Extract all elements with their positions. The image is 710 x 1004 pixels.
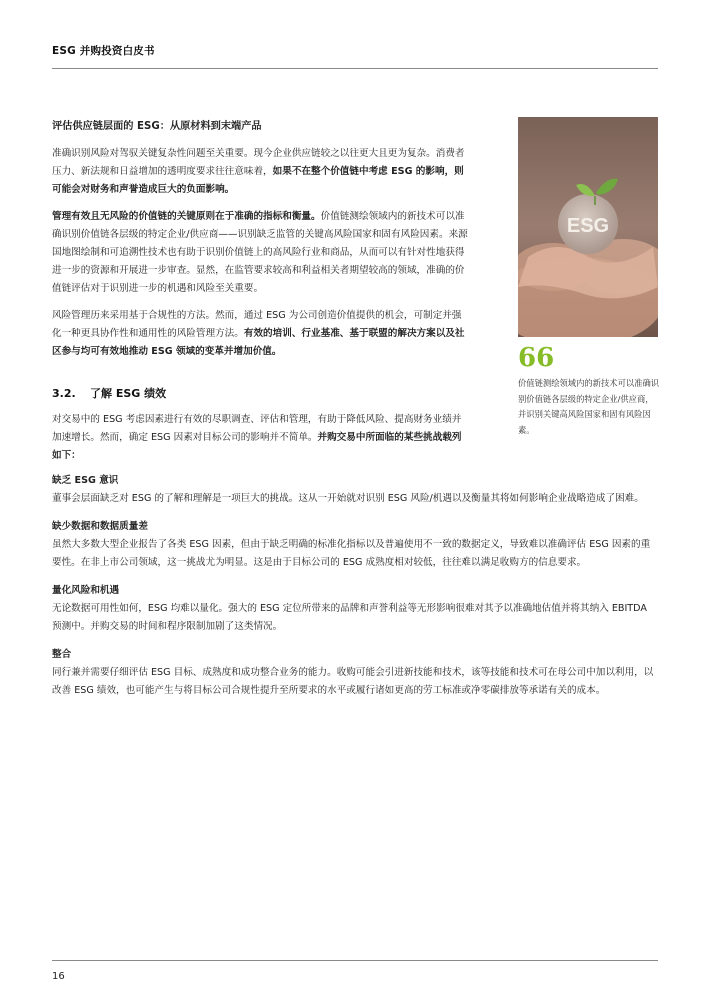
esg-label: ESG	[566, 215, 610, 237]
paragraph-1-bold: 如果不在整个价值链中考虑 ESG 的影响，则可能会对财务和声誉造成巨大的负面影响。	[52, 166, 464, 195]
pull-quote: 价值链测绘领域内的新技术可以准确识别价值链各层级的特定企业/供应商，并识别关键高风险国家和固有风险因素。	[518, 378, 660, 435]
challenge-item	[52, 582, 658, 636]
footer-divider	[52, 960, 658, 961]
section-heading-title: 了解 ESG 绩效	[90, 387, 167, 400]
main-column	[52, 118, 470, 370]
section-number: 3.2.	[52, 387, 76, 400]
challenge-body: 董事会层面缺乏对 ESG 的了解和理解是一项巨大的挑战。这从一开始就对识别 ESG 风险/机遇以及衡量其将如何影响企业战略造成了困难。	[52, 493, 644, 504]
challenge-item	[52, 472, 658, 508]
paragraph-2-text: 价值链测绘领域内的新技术可以准确识别价值链各层级的特定企业/供应商——识别缺乏监管的关键高风险国家和固有风险因素。来源国地图绘制和可追溯性技术也有助于识别价值链上的高风险行业和商品，从而可以有针对性地获得进一步的资源和开展进一步审查。显然，在监管要求较高和利益相关者期望较高的领域，准确的价值链评估对于识别进一步的机遇和风险至关重要。	[52, 211, 468, 294]
page-number: 16	[52, 971, 65, 982]
paragraph-2-bold: 管理有效且无风险的价值链的关键原则在于准确的指标和衡量。	[52, 211, 321, 222]
section-heading-3-2	[52, 385, 166, 401]
challenge-heading: 整合	[52, 649, 72, 660]
challenge-body: 同行兼并需要仔细评估 ESG 目标、成熟度和成功整合业务的能力。收购可能会引进新技能和技术，该等技能和技术可在母公司中加以利用，以改善 ESG 绩效，也可能产生与将目标公司合规性提升至所要求的水平或履行诸如更高的劳工标准或净零碳排放等承诺有关的成本。	[52, 667, 654, 696]
intro-text: 对交易中的 ESG 考虑因素进行有效的尽职调查、评估和管理，有助于降低风险、提高财务业绩并加速增长。然而，确定 ESG 因素对目标公司的影响并不简单。	[52, 414, 462, 443]
esg-hands-photo	[518, 117, 658, 337]
header-divider	[52, 68, 658, 69]
challenge-item	[52, 646, 658, 700]
challenges-list	[52, 472, 658, 710]
challenge-heading: 缺乏 ESG 意识	[52, 475, 119, 486]
paragraph-3-bold: 有效的培训、行业基准、基于联盟的解决方案以及社区参与均可有效地推动 ESG 领域的变革并增加价值。	[52, 328, 465, 357]
challenge-body: 虽然大多数大型企业报告了各类 ESG 因素，但由于缺乏明确的标准化指标以及普遍使用不一致的数据定义，导致难以准确评估 ESG 因素的重要性。在非上市公司领域，这一挑战尤为明显。这是由于目标公司的 ESG 成熟度相对较低，往往难以满足收购方的信息要求。	[52, 539, 651, 568]
challenge-heading: 量化风险和机遇	[52, 585, 120, 596]
document-header-title: ESG 并购投资白皮书	[52, 45, 155, 57]
intro-bold: 并购交易中所面临的某些挑战载列如下：	[52, 432, 462, 461]
quote-mark-icon: 66	[518, 343, 555, 373]
paragraph-3	[52, 307, 470, 361]
section-intro	[52, 411, 470, 465]
paragraph-2	[52, 208, 470, 298]
challenge-body: 无论数据可用性如何，ESG 均难以量化。强大的 ESG 定位所带来的品牌和声誉利益等无形影响很难对其予以准确地估值并将其纳入 EBITDA 预测中。并购交易的时间和程序限制加剧了这类情况。	[52, 603, 647, 632]
challenge-item	[52, 518, 658, 572]
paragraph-3-text: 风险管理历来采用基于合规性的方法。然而，通过 ESG 为公司创造价值提供的机会，可制定并强化一种更具协作性和通用性的风险管理方法。	[52, 310, 462, 339]
section-title: 评估供应链层面的 ESG：从原材料到末端产品	[52, 121, 262, 132]
paragraph-1-text: 准确识别风险对驾驭关键复杂性问题至关重要。现今企业供应链较之以往更大且更为复杂。消费者压力、新法规和日益增加的透明度要求往往意味着，	[52, 148, 465, 177]
challenge-heading: 缺少数据和数据质量差	[52, 521, 148, 532]
paragraph-1	[52, 145, 470, 199]
